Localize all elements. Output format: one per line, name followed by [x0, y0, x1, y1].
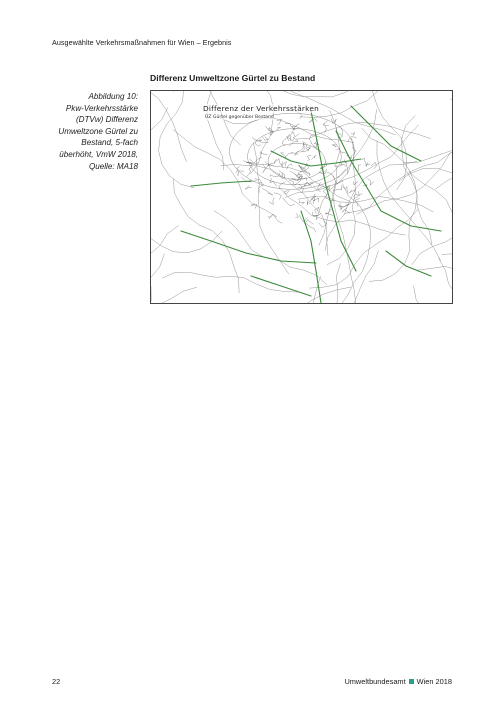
caption-line: überhöht, VmW 2018, — [59, 149, 138, 159]
footer-publisher — [344, 677, 452, 686]
caption-line: Abbildung 10: — [88, 92, 138, 101]
map-title: Differenz der Verkehrsstärken — [203, 104, 320, 113]
road-network-map — [151, 91, 452, 303]
caption-line: Pkw-Verkehrsstärke — [65, 103, 138, 113]
traffic-difference-map — [150, 90, 453, 304]
publisher-name: Umweltbundesamt — [344, 677, 406, 686]
caption-line: Quelle: MA18 — [88, 161, 138, 171]
place-year: Wien 2018 — [416, 677, 452, 686]
figure-title: Differenz Umweltzone Gürtel zu Bestand — [150, 73, 316, 83]
caption-line: (DTVw) Differenz — [75, 115, 138, 125]
figure-caption — [56, 91, 138, 172]
map-subtitle: UZ Gürtel gegenüber Bestand — [205, 115, 274, 120]
caption-line: Umweltzone Gürtel zu — [58, 126, 138, 136]
caption-line: Bestand, 5-fach — [81, 138, 138, 148]
square-icon — [409, 679, 414, 684]
page-number: 22 — [52, 677, 61, 686]
running-header: Ausgewählte Verkehrsmaßnahmen für Wien – Ergebnis — [52, 38, 232, 47]
